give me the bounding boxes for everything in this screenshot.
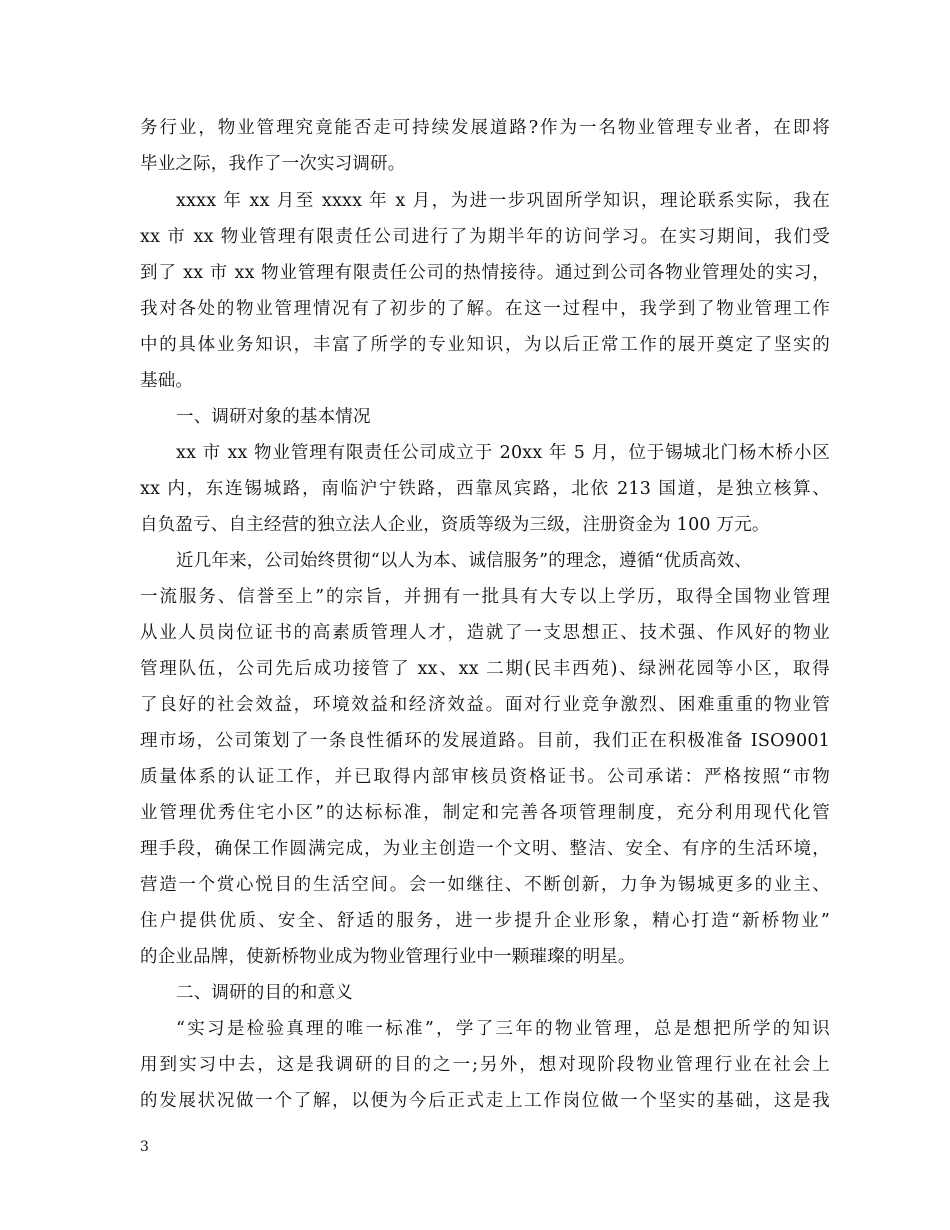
section-heading: 二、调研的目的和意义 [176,983,353,1003]
text-line: 自负盈亏、自主经营的独立法人企业，资质等级为三级，注册资金为 100 万元。 [140,515,770,535]
text-line: 营造一个赏心悦目的生活空间。会一如继往、不断创新，力争为锡城更多的业主、 [140,875,830,895]
text-line: xxxx 年 xx 月至 xxxx 年 x 月，为进一步巩固所学知识，理论联系实际，我在 [176,191,830,211]
text-line: 理市场，公司策划了一条良性循环的发展道路。目前，我们正在积极准备 ISO9001 [140,731,830,751]
text-line: 中的具体业务知识，丰富了所学的专业知识，为以后正常工作的展开奠定了坚实的 [140,335,830,355]
text-line: 质量体系的认证工作，并已取得内部审核员资格证书。公司承诺：严格按照“市物 [140,767,830,787]
text-line: 住户提供优质、安全、舒适的服务，进一步提升企业形象，精心打造“新桥物业” [140,911,830,931]
text-line: xx 市 xx 物业管理有限责任公司成立于 20xx 年 5 月，位于锡城北门杨木桥小区 [176,443,830,463]
text-line: 用到实习中去，这是我调研的目的之一;另外，想对现阶段物业管理行业在社会上 [140,1055,830,1075]
text-line: 的企业品牌，使新桥物业成为物业管理行业中一颗璀璨的明星。 [140,947,636,967]
section-heading: 一、调研对象的基本情况 [176,407,371,427]
text-line: 近几年来，公司始终贯彻“以人为本、诚信服务”的理念，遵循“优质高效、 [176,551,753,571]
text-line: 的发展状况做一个了解，以便为今后正式走上工作岗位做一个坚实的基础，这是我 [140,1091,830,1111]
text-line: 我对各处的物业管理情况有了初步的了解。在这一过程中，我学到了物业管理工作 [140,299,830,319]
text-line: “实习是检验真理的唯一标准”，学了三年的物业管理，总是想把所学的知识 [176,1019,830,1039]
text-line: 业管理优秀住宅小区”的达标标准，制定和完善各项管理制度，充分利用现代化管 [140,803,830,823]
text-line: 了良好的社会效益，环境效益和经济效益。面对行业竞争激烈、困难重重的物业管 [140,695,830,715]
text-line: xx 市 xx 物业管理有限责任公司进行了为期半年的访问学习。在实习期间，我们受 [140,227,830,247]
text-line: 基础。 [140,371,194,391]
text-line: 一流服务、信誉至上”的宗旨，并拥有一批具有大专以上学历，取得全国物业管理 [140,587,830,607]
text-line: 毕业之际，我作了一次实习调研。 [140,154,406,174]
text-line: xx 内，东连锡城路，南临沪宁铁路，西靠凤宾路，北依 213 国道，是独立核算、 [140,479,830,499]
text-line: 理手段，确保工作圆满完成，为业主创造一个文明、整洁、安全、有序的生活环境， [140,839,830,859]
text-line: 管理队伍，公司先后成功接管了 xx、xx 二期(民丰西苑)、绿洲花园等小区，取得 [140,659,830,679]
page-number: 3 [140,1139,149,1155]
text-line: 到了 xx 市 xx 物业管理有限责任公司的热情接待。通过到公司各物业管理处的实习， [140,263,830,283]
text-line: 从业人员岗位证书的高素质管理人才，造就了一支思想正、技术强、作风好的物业 [140,623,830,643]
text-line: 务行业，物业管理究竟能否走可持续发展道路?作为一名物业管理专业者，在即将 [140,118,830,138]
